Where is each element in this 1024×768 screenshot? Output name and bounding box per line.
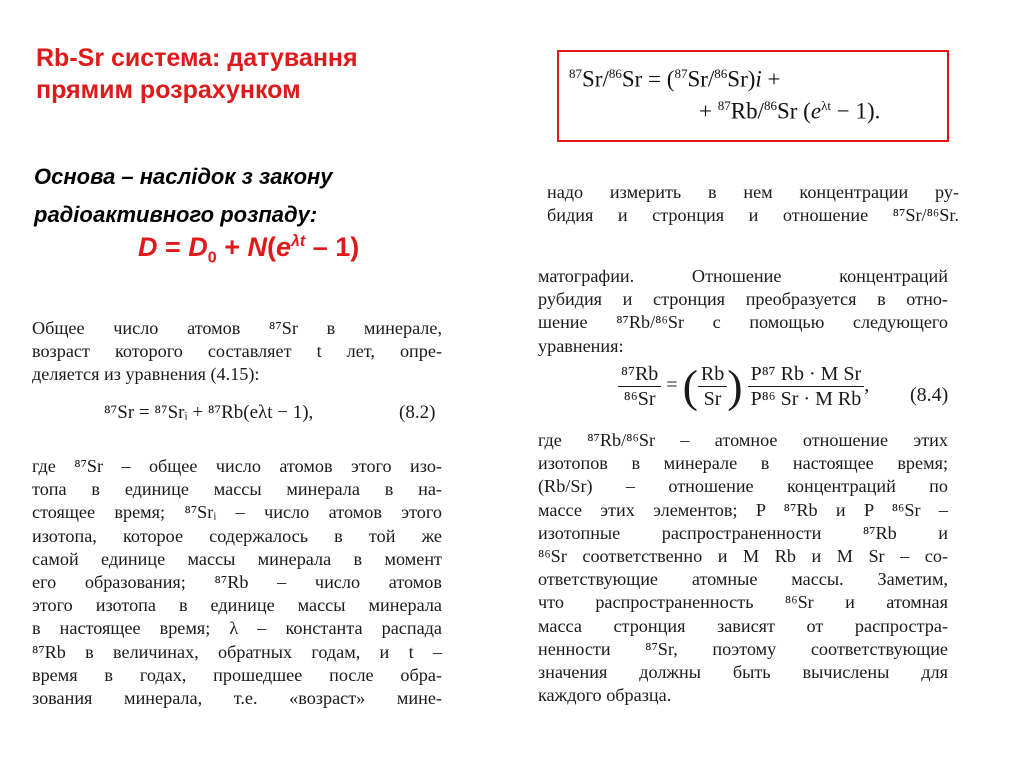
eq84-lhs-numerator: ⁸⁷Rb <box>618 362 661 387</box>
left-p2-line-1: где ⁸⁷Sr – общее число атомов этого изо- <box>32 456 442 476</box>
left-p2-line-9: ⁸⁷Rb в величинах, обратных годам, и t – <box>32 641 442 662</box>
equation-8-4-number: (8.4) <box>910 384 949 406</box>
eq84-equals: = <box>666 374 683 397</box>
right-pc-line-1: где ⁸⁷Rb/⁸⁶Sr – атомное отношение этих <box>538 430 948 450</box>
basis-statement <box>34 158 454 234</box>
eq84-right-paren: ) <box>727 360 743 412</box>
right-pb-line-3: шение ⁸⁷Rb/⁸⁶Sr с помощью следующего <box>538 312 948 333</box>
right-pa-line-2: бидия и стронция и отношение ⁸⁷Sr/⁸⁶Sr. <box>547 205 959 226</box>
decay-law-formula <box>138 232 359 267</box>
eq84-lhs-fraction <box>618 362 661 411</box>
right-pc-line-4: массе этих элементов; P ⁸⁷Rb и P ⁸⁶Sr – <box>538 499 948 520</box>
boxed-equation-line-1: $^{87}$Sr/$^{86}$Sr = ($^{87}$Sr/$^{86}$Sr)i + <box>569 66 781 92</box>
left-scan-paragraph-1 <box>32 317 442 387</box>
formula-D0: D <box>188 232 208 262</box>
eq84-lhs-denominator: ⁸⁶Sr <box>623 388 656 410</box>
equation-8-2 <box>104 402 436 424</box>
formula-N: N <box>247 232 267 262</box>
right-pc-line-5: изотопные распространенности ⁸⁷Rb и <box>538 522 948 543</box>
left-p2-line-4: изотопа, которое содержалось в той же <box>32 525 442 546</box>
left-p2-line-10: время в годах, прошедшее после обра- <box>32 664 442 685</box>
right-pc-line-11: значения должны быть вычислены для <box>538 662 948 683</box>
right-pa-line-1: надо измерить в нем концентрации ру- <box>547 182 959 202</box>
right-pb-line-2: рубидия и стронция преобразуется в отно- <box>538 289 948 310</box>
left-scan-paragraph-2 <box>32 455 442 710</box>
slide-title-line-1: Rb-Sr система: датування <box>36 44 358 72</box>
left-p2-line-8: в настоящее время; λ – константа распада <box>32 618 442 639</box>
right-pc-line-8: что распространенность ⁸⁶Sr и атомная <box>538 592 948 613</box>
eq84-rhs-numerator: P⁸⁷ Rb · M Sr <box>748 362 865 387</box>
left-p2-line-7: этого изотопа в единице массы минерала <box>32 595 442 616</box>
formula-equals: = <box>157 232 189 262</box>
eq84-rhs-denominator: P⁸⁶ Sr · M Rb <box>750 388 862 410</box>
right-pc-line-7: ответствующие атомные массы. Заметим, <box>538 569 948 590</box>
right-pc-line-12: каждого образца. <box>538 685 672 706</box>
right-pb-line-1: матографии. Отношение концентраций <box>538 266 948 286</box>
left-p1-line-3: деляется из уравнения (4.15): <box>32 364 260 385</box>
equation-8-2-body: ⁸⁷Sr = ⁸⁷Srᵢ + ⁸⁷Rb(eλt − 1), <box>104 402 314 423</box>
eq84-mid-numerator: Rb <box>698 362 727 387</box>
formula-tail: – 1) <box>305 232 360 262</box>
left-p1-line-2: возраст которого составляет t лет, опре- <box>32 341 442 362</box>
right-pc-line-6: ⁸⁶Sr соответственно и M Rb и M Sr – со- <box>538 546 948 567</box>
right-pc-line-10: ненности ⁸⁷Sr, поэтому соответствующие <box>538 638 948 659</box>
formula-open-paren: ( <box>266 232 276 262</box>
left-p2-line-11: зования минерала, т.е. «возраст» мине- <box>32 688 442 709</box>
left-p2-line-2: топа в единице массы минерала в на- <box>32 479 442 500</box>
equation-8-4 <box>618 360 949 418</box>
eq84-mid-fraction <box>698 362 727 411</box>
left-p2-line-6: его образования; ⁸⁷Rb – число атомов <box>32 572 442 593</box>
formula-e: e <box>275 232 291 262</box>
basis-line-1: Основа – наслідок з закону <box>34 164 333 189</box>
boxed-isochron-equation <box>557 50 949 142</box>
right-pb-line-4: уравнения: <box>538 335 624 356</box>
left-p1-line-1: Общее число атомов ⁸⁷Sr в минерале, <box>32 318 442 338</box>
basis-line-2: радіоактивного розпаду: <box>34 202 318 227</box>
formula-D0-subscript: 0 <box>207 249 217 267</box>
formula-exponent: λt <box>291 233 306 250</box>
eq84-rhs-fraction <box>748 362 865 411</box>
right-scan-paragraph-c <box>538 429 948 707</box>
left-p2-line-5: самой единице массы минерала в момент <box>32 548 442 569</box>
left-p2-line-3: стоящее время; ⁸⁷Srᵢ – число атомов этого <box>32 502 442 523</box>
right-scan-paragraph-a <box>547 181 959 227</box>
right-scan-paragraph-b <box>538 265 948 358</box>
equation-8-2-number: (8.2) <box>399 402 436 423</box>
eq84-mid-denominator: Sr <box>703 388 722 410</box>
right-pc-line-3: (Rb/Sr) – отношение концентраций по <box>538 476 948 497</box>
right-pc-line-9: масса стронция зависят от распростра- <box>538 615 948 636</box>
formula-plus: + <box>216 232 248 262</box>
formula-D: D <box>138 232 158 262</box>
slide-title <box>36 42 476 106</box>
eq84-left-paren: ( <box>682 360 698 412</box>
right-pc-line-2: изотопов в минерале в настоящее время; <box>538 453 948 474</box>
slide-title-line-2: прямим розрахунком <box>36 76 301 104</box>
boxed-equation-line-2: + $^{87}$Rb/$^{86}$Sr $(e^{\lambda t} - 1)$. <box>699 98 881 124</box>
eq84-comma: , <box>864 374 870 397</box>
